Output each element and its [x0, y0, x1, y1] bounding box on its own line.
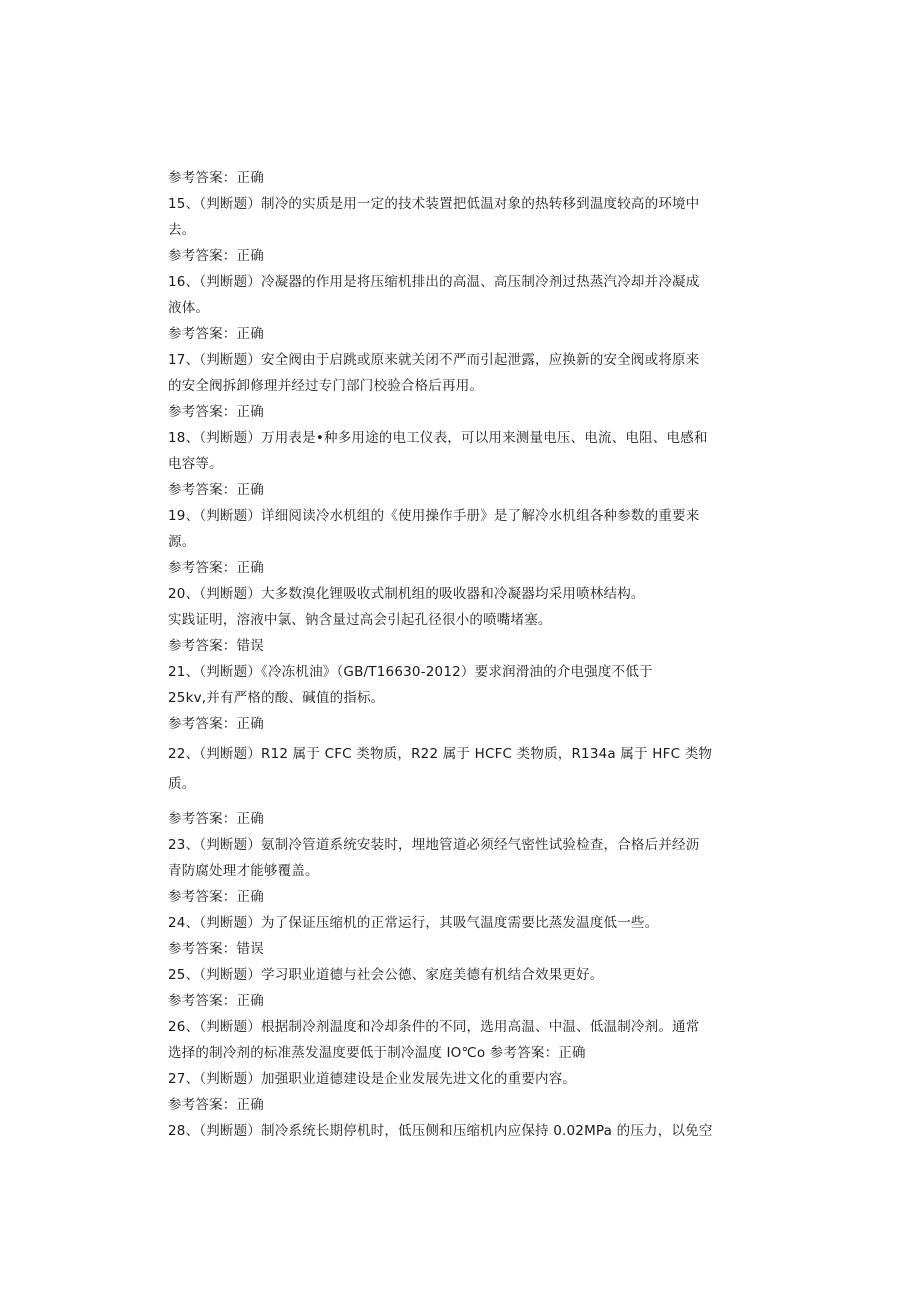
text-line: 参考答案：正确: [168, 1097, 264, 1113]
text-line: 28、（判断题）制冷系统长期停机时，低压侧和压缩机内应保持 0.02MPa 的压力，以免空: [168, 1123, 713, 1139]
text-line: 19、（判断题）详细阅读冷水机组的《使用操作手册》是了解冷水机组各种参数的重要来: [168, 508, 700, 524]
text-line: 15、（判断题）制冷的实质是用一定的技术装置把低温对象的热转移到温度较高的环境中: [168, 196, 700, 212]
text-line: 16、（判断题）冷凝器的作用是将压缩机排出的高温、高压制冷剂过热蒸汽冷却并冷凝成: [168, 274, 700, 290]
text-line: 质。: [168, 776, 196, 792]
text-line: 选择的制冷剂的标准蒸发温度要低于制冷温度 IO℃o 参考答案：正确: [168, 1045, 586, 1061]
text-line: 源。: [168, 534, 196, 550]
text-line: 25、（判断题）学习职业道德与社会公德、家庭美德有机结合效果更好。: [168, 967, 604, 983]
text-line: 26、（判断题）根据制冷剂温度和冷却条件的不同，选用高温、中温、低温制冷剂。通常: [168, 1019, 700, 1035]
text-line: 参考答案：正确: [168, 482, 264, 498]
text-line: 参考答案：正确: [168, 326, 264, 342]
text-line: 参考答案：正确: [168, 560, 264, 576]
text-line: 参考答案：正确: [168, 170, 264, 186]
text-line: 参考答案：正确: [168, 993, 264, 1009]
text-line: 液体。: [168, 300, 210, 316]
text-line: 23、（判断题）氨制冷管道系统安装时，埋地管道必须经气密性试验检查，合格后并经沥: [168, 837, 700, 853]
text-line: 实践证明，溶液中氯、钠含量过高会引起孔径很小的喷嘴堵塞。: [168, 612, 552, 628]
text-line: 21、（判断题）《冷冻机油》（GB/T16630-2012）要求润滑油的介电强度不低于: [168, 664, 653, 680]
text-line: 参考答案：错误: [168, 941, 264, 957]
text-line: 参考答案：正确: [168, 404, 264, 420]
text-line: 去。: [168, 222, 196, 238]
text-line: 参考答案：正确: [168, 716, 264, 732]
text-line: 20、（判断题）大多数溴化锂吸收式制机组的吸收器和冷凝器均采用喷林结构。: [168, 586, 645, 602]
text-line: 27、（判断题）加强职业道德建设是企业发展先进文化的重要内容。: [168, 1071, 577, 1087]
text-line: 18、（判断题）万用表是•种多用途的电工仪表，可以用来测量电压、电流、电阻、电感和: [168, 430, 708, 446]
text-line: 17、（判断题）安全阀由于启跳或原来就关闭不严而引起泄露，应换新的安全阀或将原来: [168, 352, 700, 368]
text-line: 参考答案：错误: [168, 638, 264, 654]
text-line: 25kv,并有严格的酸、碱值的指标。: [168, 690, 385, 706]
text-line: 参考答案：正确: [168, 248, 264, 264]
text-line: 参考答案：正确: [168, 811, 264, 827]
text-line: 青防腐处理才能够覆盖。: [168, 863, 319, 879]
text-line: 电容等。: [168, 456, 223, 472]
text-line: 22、（判断题）R12 属于 CFC 类物质，R22 属于 HCFC 类物质，R134a 属于 HFC 类物: [168, 746, 713, 762]
text-line: 的安全阀拆卸修理并经过专门部门校验合格后再用。: [168, 378, 484, 394]
text-line: 24、（判断题）为了保证压缩机的正常运行，其吸气温度需要比蒸发温度低一些。: [168, 915, 659, 931]
text-line: 参考答案：正确: [168, 889, 264, 905]
